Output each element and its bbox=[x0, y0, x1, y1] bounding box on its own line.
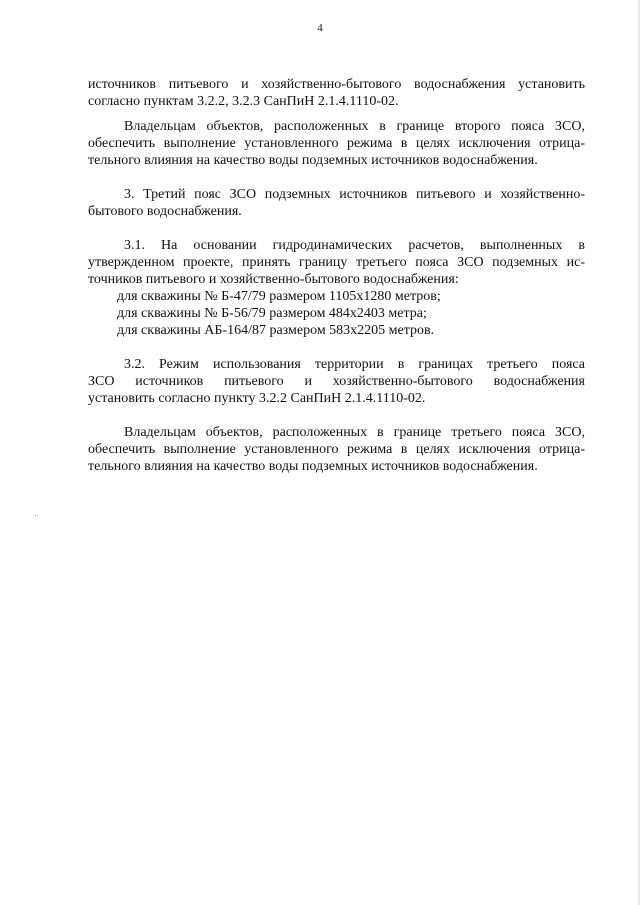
text-line: тельного влияния на качество воды подземных источников водоснабжения. bbox=[88, 459, 538, 474]
list-item: для скважины № Б-47/79 размером 1105х1280 метров; bbox=[117, 289, 441, 304]
text-line: 3.1. На основании гидродинамических расчетов, выполненных в bbox=[124, 238, 585, 253]
text-line: обеспечить выполнение установленного режима в целях исключения отрица- bbox=[88, 136, 585, 151]
text-line: утвержденном проекте, принять границу третьего пояса ЗСО подземных ис- bbox=[88, 255, 585, 270]
text-line: точников питьевого и хозяйственно-бытового водоснабжения: bbox=[88, 272, 459, 287]
section-heading: бытового водоснабжения. bbox=[88, 204, 242, 219]
text-line: установить согласно пункту 3.2.2 СанПиН 2.1.4.1110-02. bbox=[88, 391, 426, 406]
text-line: согласно пунктам 3.2.2, 3.2.3 СанПиН 2.1.4.1110-02. bbox=[88, 94, 399, 109]
text-line: Владельцам объектов, расположенных в границе третьего пояса ЗСО, bbox=[124, 425, 585, 440]
text-line: Владельцам объектов, расположенных в границе второго пояса ЗСО, bbox=[124, 119, 585, 134]
scan-speck bbox=[35, 515, 36, 516]
text-line: обеспечить выполнение установленного режима в целях исключения отрица- bbox=[88, 442, 585, 457]
text-line: ЗСО источников питьевого и хозяйственно-бытового водоснабжения bbox=[88, 374, 585, 389]
list-item: для скважины АБ-164/87 размером 583х2205 метров. bbox=[117, 323, 435, 338]
list-item: для скважины № Б-56/79 размером 484х2403 метра; bbox=[117, 306, 427, 321]
text-line: тельного влияния на качество воды подземных источников водоснабжения. bbox=[88, 153, 538, 168]
section-heading: 3. Третий пояс ЗСО подземных источников питьевого и хозяйственно- bbox=[124, 187, 585, 202]
page-number: 4 bbox=[317, 22, 323, 34]
text-line: источников питьевого и хозяйственно-бытового водоснабжения установить bbox=[88, 77, 585, 92]
text-line: 3.2. Режим использования территории в границах третьего пояса bbox=[124, 357, 585, 372]
